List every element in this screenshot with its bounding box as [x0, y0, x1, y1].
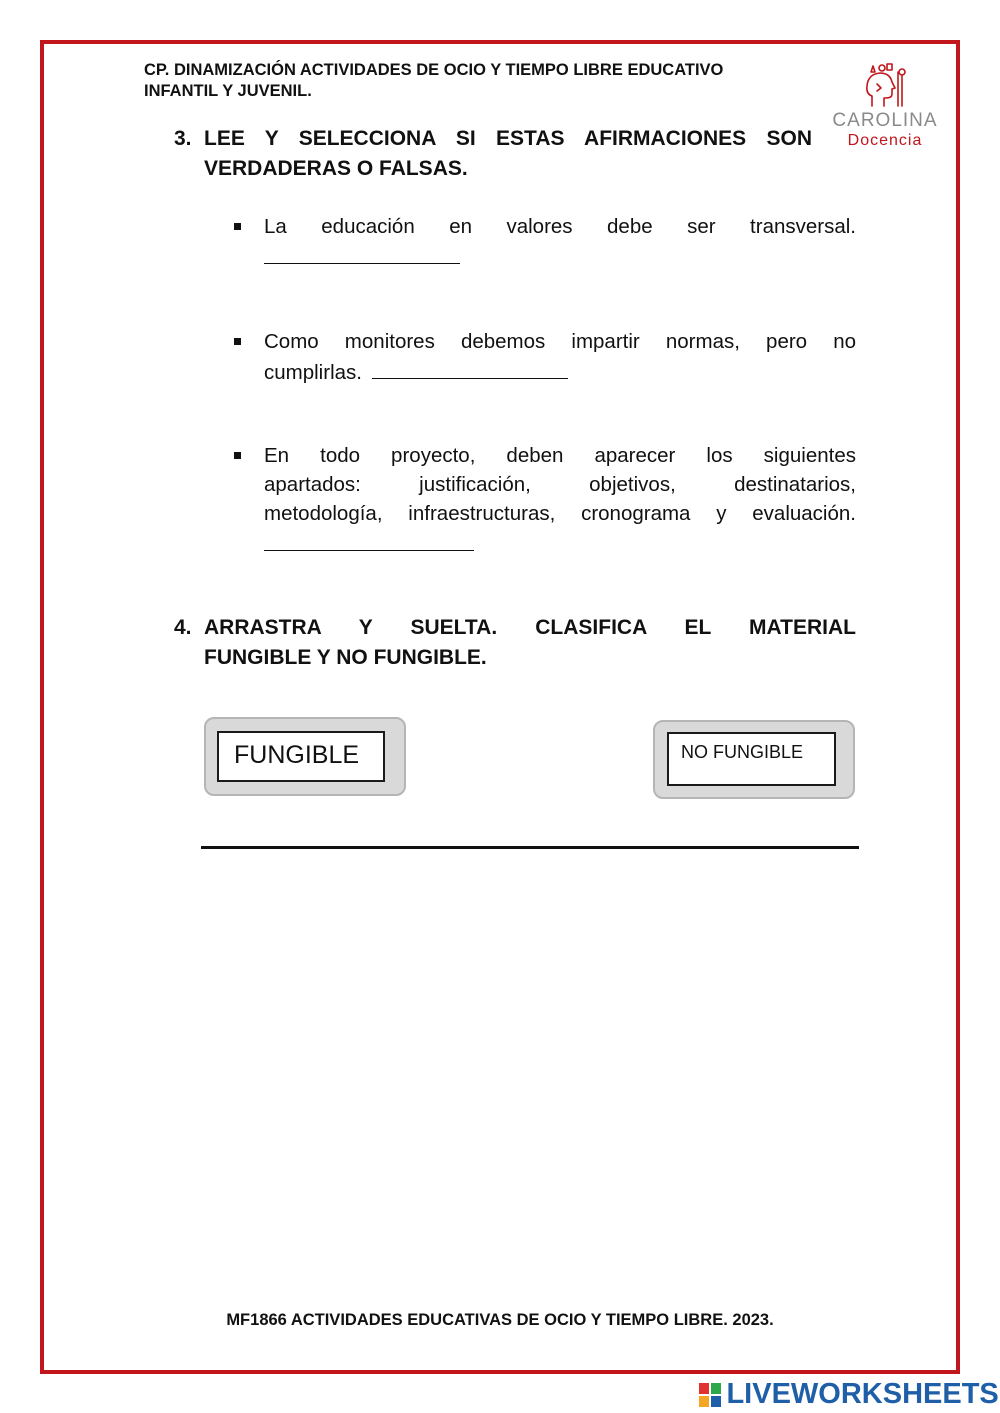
drag-items-divider	[201, 846, 859, 849]
question-4-title	[174, 613, 858, 673]
footer-text: MF1866 ACTIVIDADES EDUCATIVAS DE OCIO Y TIEMPO LIBRE. 2023.	[226, 1311, 774, 1329]
head-with-ideas-icon	[862, 62, 908, 110]
statement-2-text-line-2: cumplirlas.	[264, 361, 362, 384]
question-4-number: 4.	[174, 616, 192, 639]
course-header	[144, 60, 824, 102]
bullet-icon	[234, 452, 241, 459]
liveworksheets-logo-icon	[698, 1382, 722, 1408]
fungible-drop-zone[interactable]	[204, 717, 406, 796]
statement-3-answer-blank[interactable]	[264, 528, 474, 551]
statement-item	[234, 212, 856, 274]
no-fungible-label: NO FUNGIBLE	[681, 742, 804, 762]
statement-item	[234, 441, 856, 563]
statement-1-answer-blank[interactable]	[264, 241, 460, 264]
statement-item	[234, 327, 856, 389]
liveworksheets-text: LIVEWORKSHEETS	[726, 1378, 999, 1410]
course-header-line-2: INFANTIL Y JUVENIL.	[144, 82, 312, 100]
liveworksheets-branding[interactable]	[698, 1378, 999, 1412]
statement-3-text-line-3: metodología, infraestructuras, cronograma y evaluación.	[264, 502, 856, 525]
question-3-title-line-2: VERDADERAS O FALSAS.	[204, 157, 468, 180]
logo-name-bottom: Docencia	[847, 132, 923, 149]
statement-2-text-line-1: Como monitores debemos impartir normas, pero no	[264, 330, 856, 353]
bullet-icon	[234, 223, 241, 230]
question-4-title-line-2: FUNGIBLE Y NO FUNGIBLE.	[204, 646, 487, 669]
no-fungible-label-box	[667, 732, 836, 786]
statement-3-text-line-1: En todo proyecto, deben aparecer los siguientes	[264, 444, 856, 467]
fungible-label-box	[217, 731, 385, 782]
question-3-title-line-1: LEE Y SELECCIONA SI ESTAS AFIRMACIONES SON	[204, 127, 812, 150]
no-fungible-drop-zone[interactable]	[653, 720, 855, 799]
statement-3-text-line-2: apartados: justificación, objetivos, destinatarios,	[264, 473, 856, 496]
question-3-title	[174, 124, 814, 184]
question-3-number: 3.	[174, 127, 192, 150]
statement-2-answer-blank[interactable]	[372, 356, 568, 379]
logo-name-top: CAROLINA	[832, 110, 938, 131]
course-header-line-1: CP. DINAMIZACIÓN ACTIVIDADES DE OCIO Y TIEMPO LIBRE EDUCATIVO	[144, 61, 724, 79]
carolina-docencia-logo	[830, 62, 940, 154]
statement-1-text: La educación en valores debe ser transversal.	[264, 215, 856, 238]
bullet-icon	[234, 338, 241, 345]
question-4-title-line-1: ARRASTRA Y SUELTA. CLASIFICA EL MATERIAL	[204, 616, 856, 639]
fungible-label: FUNGIBLE	[234, 741, 360, 769]
